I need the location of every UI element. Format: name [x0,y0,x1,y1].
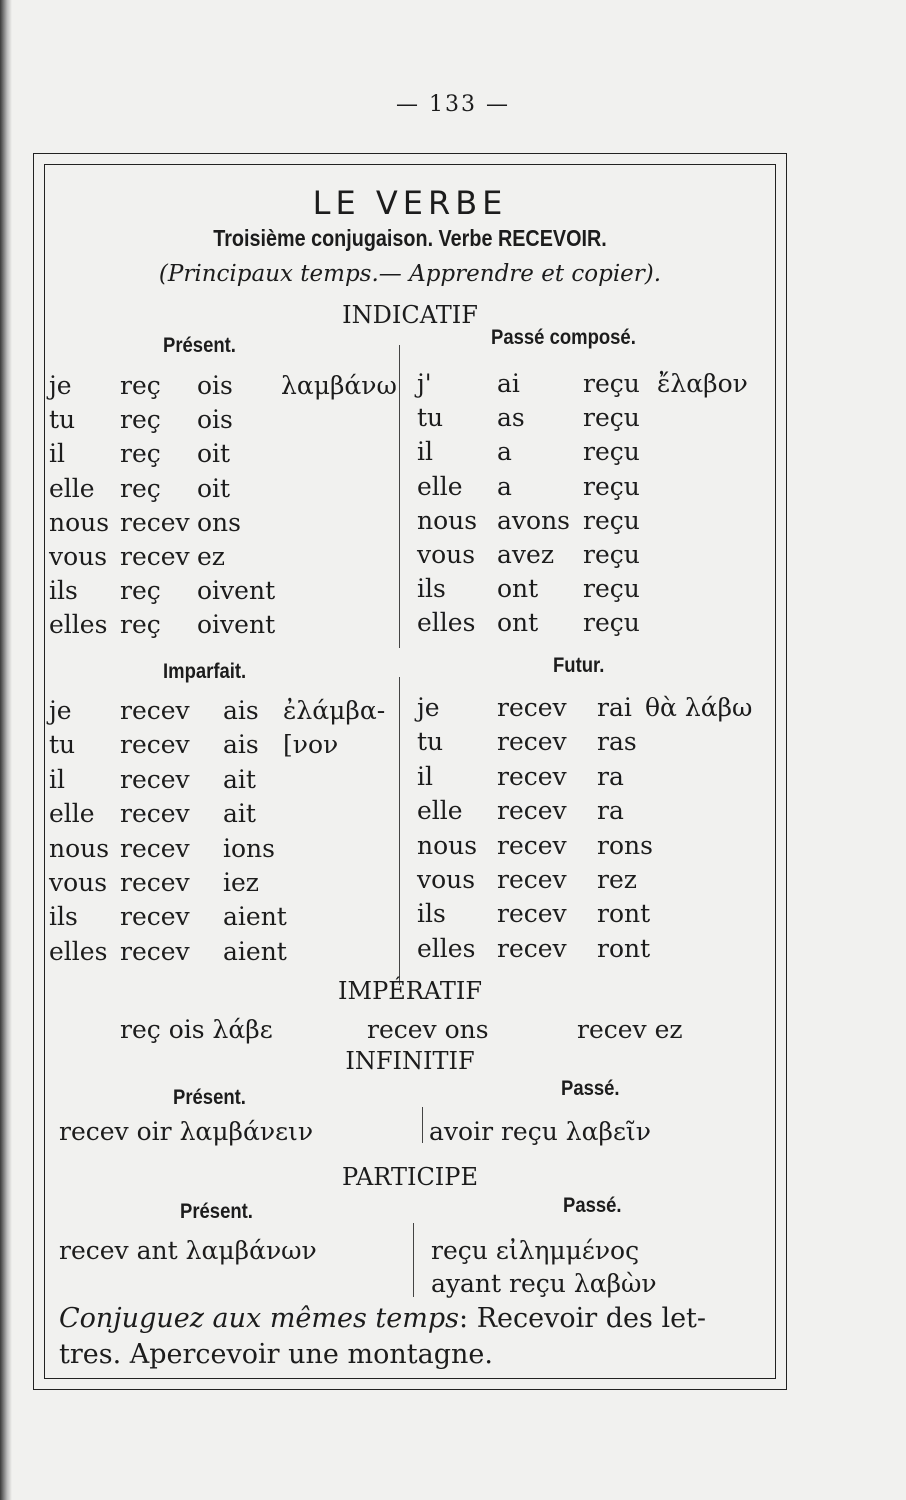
futur-label: Futur. [553,654,605,677]
exercise-colon: : [459,1303,469,1334]
pronoun: tu [49,730,76,760]
auxiliary: a [497,437,512,467]
lesson-instruction: (Principaux temps.— Apprendre et copier). [158,261,662,287]
imperatif-form [577,1017,683,1042]
pronoun: j' [417,369,432,398]
verb-stem: recev [497,899,567,929]
verb-ending: ez [197,542,225,571]
auxiliary: avez [497,540,554,569]
pronoun: je [49,371,72,400]
past-participle: reçu [583,471,640,501]
greek-translation: ἐλάμβα- [283,696,386,725]
verb-stem: recev [120,936,190,966]
verb-ending: ra [597,761,624,791]
stem: recev [577,1015,647,1044]
verb-ending: aient [223,902,287,932]
verb-ending: ois [197,405,233,435]
pronoun: tu [417,403,444,433]
verb-stem: recev [120,833,190,863]
greek-translation: λαβὼν [573,1269,657,1298]
imperatif-heading: IMPÉRATIF [338,977,482,1005]
greek-translation: ἔλαβον [657,369,748,398]
pronoun: ils [417,899,446,929]
verb-ending: ront [597,899,651,929]
pronoun: ils [49,902,78,932]
pronoun: il [49,764,65,794]
past-participle: reçu [583,608,640,638]
verb-stem: recev [497,830,567,860]
verb-ending: ois [197,371,233,400]
verb-ending: rons [597,830,653,860]
ending: ant [136,1236,178,1265]
lesson-title: LE VERBE [312,184,508,222]
passe-form: reçu [431,1236,488,1265]
verb-stem: reç [120,439,161,469]
auxiliary: avons [497,505,571,535]
infinitif-passe [429,1119,651,1144]
imperatif-form [120,1017,273,1042]
verb-stem: recev [120,542,190,571]
page-binding-edge [0,0,12,1500]
greek-translation: λάβε [212,1015,273,1044]
pronoun: tu [49,405,76,435]
greek-translation: εἰλημμένος [495,1236,640,1265]
past-participle: reçu [583,574,640,604]
exercise-line-1 [59,1305,706,1332]
auxiliary: a [497,471,512,501]
infinitif-present [59,1119,313,1144]
infinitif-heading: INFINITIF [345,1047,475,1075]
verb-ending: aient [223,936,287,966]
verb-stem: recev [120,730,190,760]
verb-stem: recev [120,902,190,932]
greek-translation: λαμβάνειν [179,1117,314,1146]
infinitif-passe-label: Passé. [561,1077,620,1100]
verb-ending: oivent [197,576,276,606]
participe-present-label: Présent. [180,1200,253,1223]
verb-stem: reç [120,576,161,606]
ending: ois [168,1015,205,1044]
participe-passe-compose [431,1271,657,1296]
pronoun: elle [49,473,95,503]
pronoun: nous [49,833,110,863]
ending: ons [444,1015,489,1044]
infinitif-present-label: Présent. [173,1086,246,1109]
verb-ending: ras [597,727,637,757]
pronoun: nous [417,830,478,860]
verb-stem: recev [120,696,190,725]
passe-form: ayant reçu [431,1269,566,1298]
greek-translation: λαβεῖν [565,1117,651,1146]
past-participle: reçu [583,505,640,535]
verb-stem: recev [497,865,567,894]
verb-ending: rez [597,865,637,894]
verb-stem: reç [120,371,161,400]
conjugation-box-inner [44,164,776,1379]
verb-stem: reç [120,405,161,435]
greek-translation: λαμβάνων [185,1236,317,1265]
conjugation-box [33,153,787,1390]
pronoun: vous [417,540,476,569]
verb-ending: ait [223,799,256,829]
column-divider [399,677,400,985]
pronoun: elle [49,799,95,829]
pronoun: elles [417,933,476,963]
verb-ending: ons [197,507,241,537]
participe-present [59,1238,317,1263]
participe-passe [431,1238,639,1263]
pronoun: vous [49,868,108,897]
pronoun: il [49,439,65,469]
stem: recev [59,1236,129,1265]
column-divider [399,345,400,648]
pronoun: elles [49,936,108,966]
exercise-line-2: tres. Apercevoir une montagne. [59,1339,493,1370]
ending: oir [136,1117,172,1146]
indicatif-heading: INDICATIF [342,301,478,329]
past-participle: reçu [583,437,640,467]
verb-stem: recev [497,933,567,963]
verb-stem: recev [497,761,567,791]
pronoun: il [417,761,433,791]
past-participle: reçu [583,369,640,398]
auxiliary: ont [497,608,539,638]
pronoun: nous [49,507,110,537]
verb-stem: reç [120,610,161,640]
verb-stem: recev [120,799,190,829]
imparfait-label: Imparfait. [163,660,247,683]
pronoun: ils [417,574,446,604]
verb-ending: oit [197,473,231,503]
ending: ez [654,1015,683,1044]
verb-ending: ais [223,696,259,725]
pronoun: je [417,693,440,722]
verb-ending: ront [597,933,651,963]
verb-stem: recev [120,507,190,537]
stem: reç [120,1015,161,1044]
stem: recev [367,1015,437,1044]
pronoun: elle [417,471,463,501]
pronoun: nous [417,505,478,535]
past-participle: reçu [583,403,640,433]
verb-ending: ions [223,833,275,863]
pronoun: elle [417,796,463,826]
auxiliary: ai [497,369,520,398]
verb-stem: reç [120,473,161,503]
past-participle: reçu [583,540,640,569]
pronoun: tu [417,727,444,757]
passe-compose-label: Passé composé. [491,326,636,349]
verb-stem: recev [497,727,567,757]
participe-passe-label: Passé. [563,1194,622,1217]
greek-translation: λαμβάνω [281,371,397,400]
verb-ending: ais [223,730,259,760]
page-number: — 133 — [396,92,510,117]
pronoun: je [49,696,72,725]
pronoun: elles [417,608,476,638]
pronoun: elles [49,610,108,640]
pronoun: il [417,437,433,467]
participe-heading: PARTICIPE [342,1163,478,1191]
pronoun: vous [49,542,108,571]
verb-stem: recev [497,693,567,722]
auxiliary: as [497,403,525,433]
verb-ending: oit [197,439,231,469]
verb-stem: recev [497,796,567,826]
auxiliary: ont [497,574,539,604]
verb-ending: ait [223,764,256,794]
verb-ending: oivent [197,610,276,640]
imperatif-form [367,1017,489,1042]
verb-stem: recev [120,868,190,897]
pronoun: ils [49,576,78,606]
exercise-text: Recevoir des let- [476,1303,707,1334]
present-label: Présent. [163,334,236,357]
stem: recev [59,1117,129,1146]
pronoun: vous [417,865,476,894]
greek-translation: [νον [283,730,339,760]
exercise-instruction: Conjuguez aux mêmes temps [59,1303,459,1334]
verb-ending: rai [597,693,632,722]
passe-form: avoir reçu [429,1117,558,1146]
lesson-subtitle: Troisième conjugaison. Verbe RECEVOIR. [213,225,607,251]
verb-ending: iez [223,868,259,897]
greek-translation: θὰ λάβω [645,693,753,722]
verb-stem: recev [120,764,190,794]
verb-ending: ra [597,796,624,826]
